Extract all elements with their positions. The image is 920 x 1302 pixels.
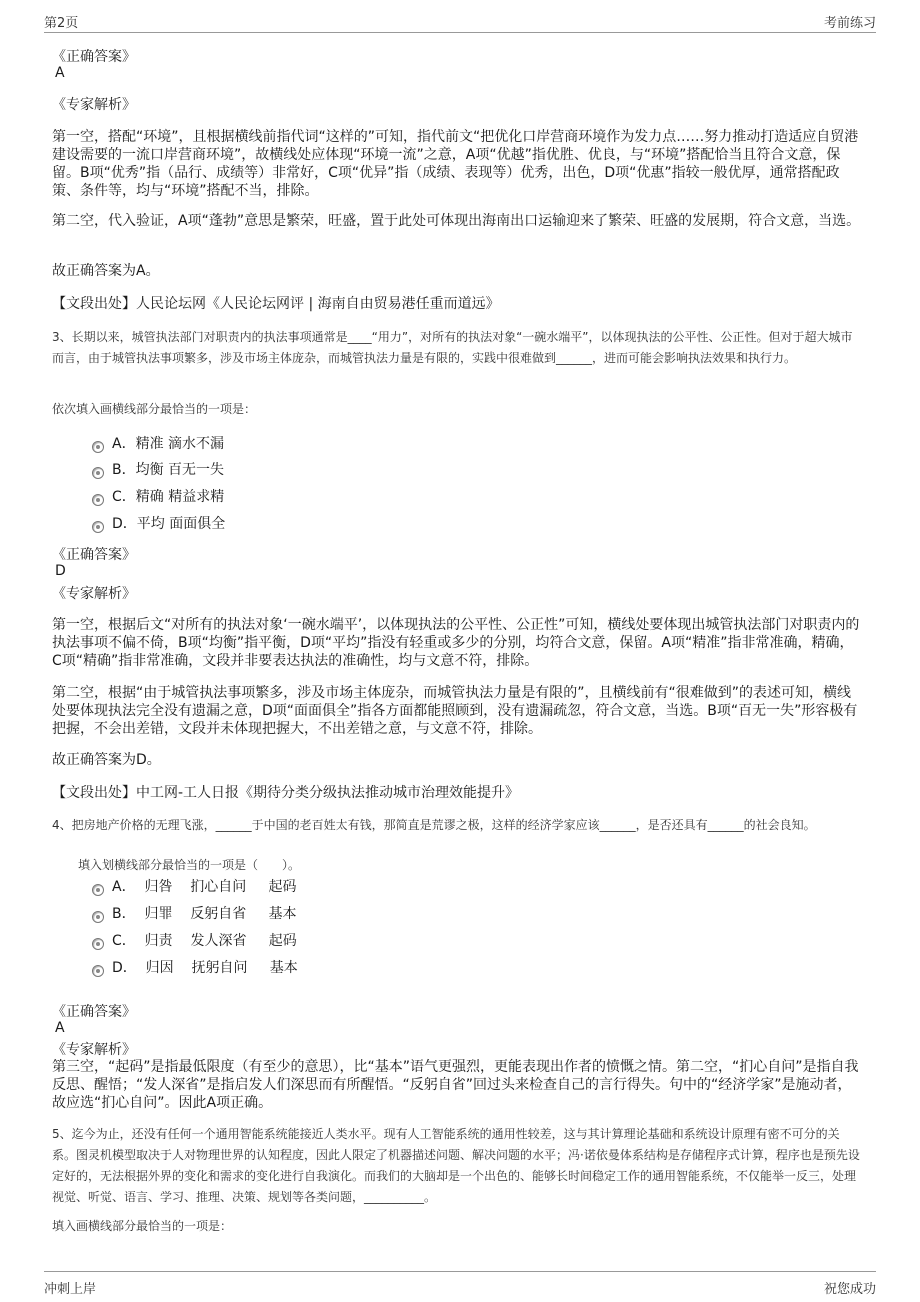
radio-icon[interactable] <box>92 965 104 977</box>
question-stem: 3、长期以来，城管执法部门对职责内的执法事项通常是____“用力”，对所有的执法对象“一碗水端平”，以体现执法的公平性、公正性。但对于超大城市而言，由于城管执法事项繁多，涉及市场主体庞杂，而城管执法力量是有限的，实践中很难做到______，进而可能会影响执法效果和执行力。 <box>52 330 853 365</box>
analysis-paragraph: 第三空，“起码”是指最低限度（有至少的意思），比“基本”语气更强烈，更能表现出作者的愤慨之情。第二空，“扪心自问”是指自我反思、醒悟；“发人深省”是指启发人们深思而有所醒悟。“反躬自省”回过头来检查自己的言行得失。句中的“经济学家”是施动者，故应选“扪心自问”。因此A项正确。 <box>52 1059 859 1111</box>
option-b[interactable]: B． 归罪 反躬自省 基本 <box>92 904 297 924</box>
radio-icon[interactable] <box>92 938 104 950</box>
option-a[interactable]: A．精准 滴水不漏 <box>92 434 224 454</box>
radio-icon[interactable] <box>92 521 104 533</box>
page-number: 第2页 <box>44 16 79 31</box>
question-prompt: 依次填入画横线部分最恰当的一项是： <box>52 402 257 416</box>
analysis-paragraph: 第一空，根据后文“对所有的执法对象‘一碗水端平’，以体现执法的公平性、公正性”可知，横线处要体现出城管执法部门对职责内的执法事项不偏不倚，B项“均衡”指平衡，D项“平均”指没有轻重或多少的分别，均符合文意，保留。A项“精准”指非常准确，精确，C项“精确”指非常准确，文段并非要表达执法的准确性，均与文意不符，排除。 <box>52 617 860 669</box>
answer-value: A <box>55 1020 65 1036</box>
radio-icon[interactable] <box>92 441 104 453</box>
analysis-label: 《专家解析》 <box>52 1042 136 1058</box>
question-stem: 4、把房地产价格的无理飞涨，______于中国的老百姓太有钱，那简直是荒谬之极，这样的经济学家应该______，是否还具有______的社会良知。 <box>52 818 816 832</box>
option-c[interactable]: C． 归责 发人深省 起码 <box>92 931 297 951</box>
source-citation: 【文段出处】人民论坛网《人民论坛网评 | 海南自由贸易港任重而道远》 <box>52 296 500 312</box>
analysis-label: 《专家解析》 <box>52 586 136 602</box>
analysis-paragraph: 第二空，代入验证，A项“蓬勃”意思是繁荣，旺盛，置于此处可体现出海南出口运输迎来了繁荣、旺盛的发展期，符合文意，当选。 <box>52 213 861 229</box>
footer-right-text: 祝您成功 <box>823 1282 876 1297</box>
radio-icon[interactable] <box>92 884 104 896</box>
analysis-paragraph: 第一空，搭配“环境”，且根据横线前指代词“这样的”可知，指代前文“把优化口岸营商环境作为发力点……努力推动打造适应自贸港建设需要的一流口岸营商环境”，故横线处应体现“环境一流”之意，A项“优越”指优胜、优良，与“环境”搭配恰当且符合文意，保留。B项“优秀”指（品行、成绩等）非常好，C项“优异”指（成绩、表现等）优秀，出色，D项“优惠”指较一般优厚，通常搭配政策、条件等，均与“环境”搭配不当，排除。 <box>52 129 859 199</box>
page-footer <box>44 1271 876 1296</box>
option-c[interactable]: C．精确 精益求精 <box>92 487 224 507</box>
answer-value: A <box>55 65 65 81</box>
footer-left-text: 冲刺上岸 <box>44 1282 97 1297</box>
analysis-conclusion: 故正确答案为D。 <box>52 752 161 768</box>
page-header <box>44 8 876 33</box>
radio-icon[interactable] <box>92 467 104 479</box>
question-stem: 5、迄今为止，还没有任何一个通用智能系统能接近人类水平。现有人工智能系统的通用性较差，这与其计算理论基础和系统设计原理有密不可分的关系。图灵机模型取决于人对物理世界的认知程度，因此人限定了机器描述问题、解决问题的水平；冯·诺依曼体系结构是存储程序式计算，程序也是预先设定好的，无法根据外界的变化和需求的变化进行自我演化。而我们的大脑却是一个出色的、能够长时间稳定工作的通用智能系统，不仅能举一反三，处理视觉、听觉、语言、学习、推理、决策、规划等各类问题，__________。 <box>52 1127 860 1204</box>
option-d[interactable]: D． 归因 抚躬自问 基本 <box>92 958 298 978</box>
header-title: 考前练习 <box>823 16 876 31</box>
answer-value: D <box>55 563 66 579</box>
answer-label: 《正确答案》 <box>52 49 136 65</box>
answer-label: 《正确答案》 <box>52 1004 136 1020</box>
radio-icon[interactable] <box>92 494 104 506</box>
source-citation: 【文段出处】中工网-工人日报《期待分类分级执法推动城市治理效能提升》 <box>52 785 520 801</box>
analysis-conclusion: 故正确答案为A。 <box>52 263 160 279</box>
question-prompt: 填入画横线部分最恰当的一项是： <box>52 1219 233 1233</box>
answer-label: 《正确答案》 <box>52 547 136 563</box>
question-prompt: 填入划横线部分最恰当的一项是（ ）。 <box>78 858 301 872</box>
analysis-label: 《专家解析》 <box>52 97 136 113</box>
analysis-paragraph: 第二空，根据“由于城管执法事项繁多，涉及市场主体庞杂，而城管执法力量是有限的”，且横线前有“很难做到”的表述可知，横线处要体现执法完全没有遗漏之意，D项“面面俱全”指各方面都能照顾到，没有遗漏疏忽，符合文意，当选。B项“百无一失”形容极有把握，不会出差错，文段并未体现把握大，不出差错之意，与文意不符，排除。 <box>52 685 858 737</box>
radio-icon[interactable] <box>92 911 104 923</box>
option-d[interactable]: D．平均 面面俱全 <box>92 514 225 534</box>
option-b[interactable]: B．均衡 百无一失 <box>92 460 224 480</box>
option-a[interactable]: A． 归咎 扪心自问 起码 <box>92 877 297 897</box>
